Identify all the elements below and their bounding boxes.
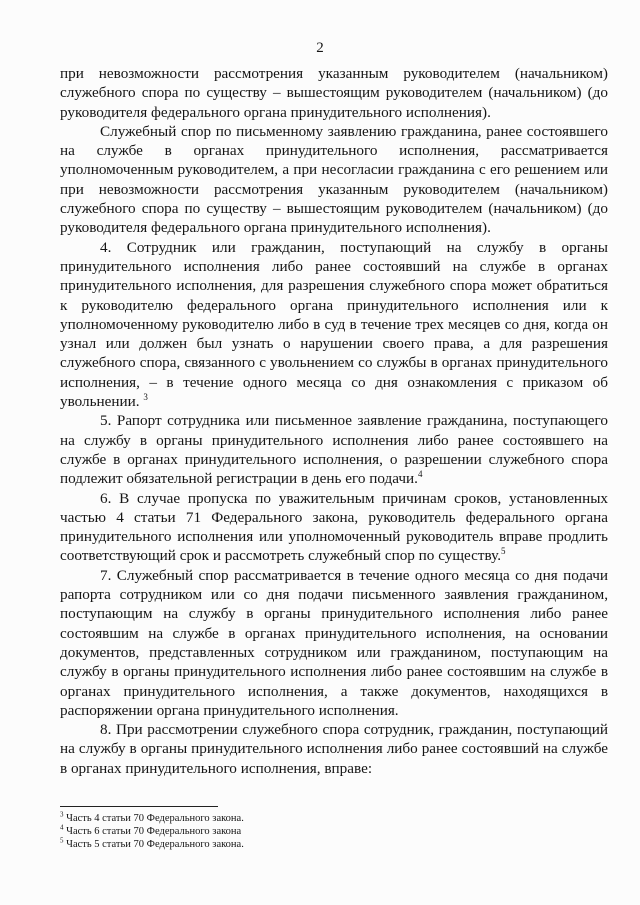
footnote: [60, 838, 460, 851]
paragraph: [60, 122, 608, 238]
footnote-text: Часть 4 статьи 70 Федерального закона.: [66, 813, 244, 824]
footnote-ref: 5: [501, 546, 506, 557]
paragraph-text: 7. Служебный спор рассматривается в течение одного месяца со дня подачи рапорта сотрудником или со дня подачи письменного заявления гражданином, поступающим на службу в органы принудительного исполнения либо ранее состоявшим на службе в органах принудительного исполнения, на основании документов, представленных сотрудником или гражданином, поступающим на службу в органы принудительного исполнения либо ранее состоявшим на службе в органах принудительного исполнения, а также документов, находящихся в распоряжении органа принудительного исполнения.: [60, 566, 608, 719]
footnote-text: Часть 5 статьи 70 Федерального закона.: [66, 839, 244, 850]
paragraph-item-6: [60, 489, 608, 566]
paragraph-text: при невозможности рассмотрения указанным руководителем (начальником) служебного спора по существу – вышестоящим руководителем (начальником) (до руководителя федерального органа принудительного исполнения).: [60, 65, 608, 121]
footnote: [60, 812, 460, 825]
footnote: [60, 825, 460, 838]
paragraph-text: 8. При рассмотрении служебного спора сотрудник, гражданин, поступающий на службу в органы принудительного исполнения либо ранее состоявший на службе в органах принудительного исполнения, вправе:: [60, 721, 608, 777]
paragraph-text: 6. В случае пропуска по уважительным причинам сроков, установленных частью 4 статьи 71 Федерального закона, руководитель федерального органа принудительного исполнения или уполномоченный руководитель вправе продлить соответствующий срок и рассмотреть служебный спор по существу.: [60, 489, 608, 565]
footnotes: [60, 812, 460, 851]
paragraph-text: Служебный спор по письменному заявлению гражданина, ранее состоявшего на службе в органах принудительного исполнения, рассматривается уполномоченным руководителем, а при несогласии гражданина с его решением или при невозможности рассмотрения указанным руководителем (начальником) служебного спора по существу – вышестоящим руководителем (начальником) (до руководителя федерального органа принудительного исполнения).: [60, 122, 608, 237]
footnote-ref: 4: [417, 469, 423, 480]
footnote-separator: [60, 806, 218, 807]
page-number: 2: [316, 40, 324, 56]
paragraph-item-4: [60, 238, 608, 412]
paragraph-text: 5. Рапорт сотрудника или письменное заявление гражданина, поступающего на службу в органы принудительного исполнения либо ранее состоявшего на службе в органах принудительного исполнения, о разрешении служебного спора подлежит обязательной регистрации в день его подачи.: [60, 412, 608, 488]
footnote-mark: 3: [60, 810, 64, 819]
paragraph: [60, 64, 608, 122]
paragraph-item-7: [60, 566, 608, 720]
paragraph-item-8: [60, 720, 608, 778]
footnote-mark: 4: [60, 823, 64, 832]
paragraph-text: 4. Сотрудник или гражданин, поступающий на службу в органы принудительного исполнения либо ранее состоявший на службе в органах принудительного исполнения, для разрешения служебного спора может обратиться к руководителю федерального органа принудительного исполнения или к уполномоченному руководителю либо в суд в течение трех месяцев со дня, когда он узнал или должен был узнать о нарушении своего права, а для разрешения служебного спора, связанного с увольнением со службы в органах принудительного исполнения, – в течение одного месяца со дня ознакомления с приказом об увольнении.: [60, 238, 608, 411]
footnote-mark: 5: [60, 836, 64, 845]
document-body: [60, 64, 608, 778]
footnote-text: Часть 6 статьи 70 Федерального закона: [66, 826, 242, 837]
footnote-ref: 3: [143, 391, 148, 402]
paragraph-item-5: [60, 411, 608, 488]
